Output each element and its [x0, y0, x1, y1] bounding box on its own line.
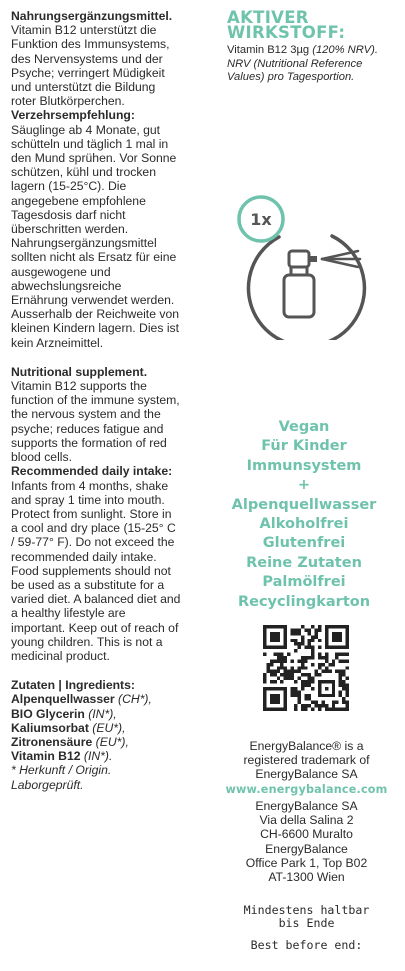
de-description: Vitamin B12 unterstützt die Funktion des Immunsystems, des Nervensystems und der Psyche; verringert Müdigkeit und unterstützt die Bildung roter Blutkörperchen. [11, 23, 170, 109]
feature-item: Immunsystem [246, 457, 362, 474]
company-address: EnergyBalance SA Via della Salina 2 CH-6600 Muralto EnergyBalance Office Park 1, Top B02 AT-1300 Wien [245, 799, 368, 885]
feature-item: Alkoholfrei [259, 516, 349, 533]
trademark-notice: EnergyBalance® is a registered trademark of EnergyBalance SA [243, 739, 370, 782]
feature-item: Reine Zutaten [246, 554, 362, 571]
ingredient-item: Vitamin B12 (IN*). [11, 749, 113, 764]
lab-note: Laborgeprüft. [11, 777, 84, 792]
ingredient-item: Kaliumsorbat (EU*), [11, 720, 126, 735]
de-dose-text: Säuglinge ab 4 Monate, gut schütteln und täglich 1 mal in den Mund sprühen. Vor Sonne schützen, kühl und trocken lagern (15-25°C). Die angegebene empfohlene Tagesdosis darf nicht überschritten werden. Nahrungsergänzungsmittel sollten nicht als Ersatz für eine ausgewogene und abwechslungsreiche Ernährung verwendet werden. Ausserhalb der Reichweite von kleinen Kindern lagern. Dies ist kein Arzneimittel. [11, 122, 180, 350]
best-before-en: Best before end: [250, 938, 363, 952]
ingredients-title: Zutaten | Ingredients: [11, 678, 135, 693]
feature-list [224, 418, 384, 612]
ingredient-item: BIO Glycerin (IN*), [11, 706, 117, 721]
origin-note: * Herkunft / Origin. [11, 763, 112, 778]
website-link[interactable]: www.energybalance.com [225, 783, 388, 796]
best-before-de: Mindestens haltbar bis Ende [243, 903, 370, 930]
nrv-percent: (120% NRV). [312, 44, 378, 56]
ingredient-item: Alpenquellwasser (CH*), [11, 692, 152, 707]
en-description: Vitamin B12 supports the function of the immune system, the nervous system and the psyche; reduces fatigue and supports the formation of red blood cells. [11, 379, 180, 465]
en-dose-text: Infants from 4 months, shake and spray 1 time into mouth. Protect from sunlight. Store in a cool and dry place (15-25° C / 59-77° F). Do not exceed the recommended daily intake. Food supplements should not be used as a substitute for a varied diet. A balanced diet and a healthy lifestyle are important. Keep out of reach of young children. This is not a medicinal product. [11, 478, 181, 663]
en-dose-title: Recommended daily intake: [11, 464, 173, 479]
active-ingredient-info [227, 44, 399, 85]
active-ingredient-heading: AKTIVER WIRKSTOFF: [227, 8, 346, 42]
nrv-note: NRV (Nutritional Reference Values) pro Tagesportion. [227, 57, 363, 84]
feature-item: Palmölfrei [262, 574, 346, 591]
label-text-column [11, 9, 181, 792]
spray-bottle-icon [234, 190, 399, 340]
dose-badge-text: 1x [250, 210, 272, 229]
feature-item: Für Kinder [261, 438, 347, 455]
de-dose-title: Verzehrsempfehlung: [11, 108, 135, 123]
en-title: Nutritional supplement. [11, 364, 148, 379]
de-title: Nahrungsergänzungsmittel. [11, 9, 173, 23]
active-amount: Vitamin B12 3µg [227, 44, 313, 56]
feature-item: + Alpenquellwasser [231, 477, 377, 513]
ingredient-item: Zitronensäure (EU*), [11, 734, 129, 749]
feature-item: Glutenfrei [262, 535, 346, 552]
feature-item: Recyclingkarton [237, 593, 371, 610]
feature-item: Vegan [278, 419, 330, 435]
qr-code [263, 625, 349, 711]
